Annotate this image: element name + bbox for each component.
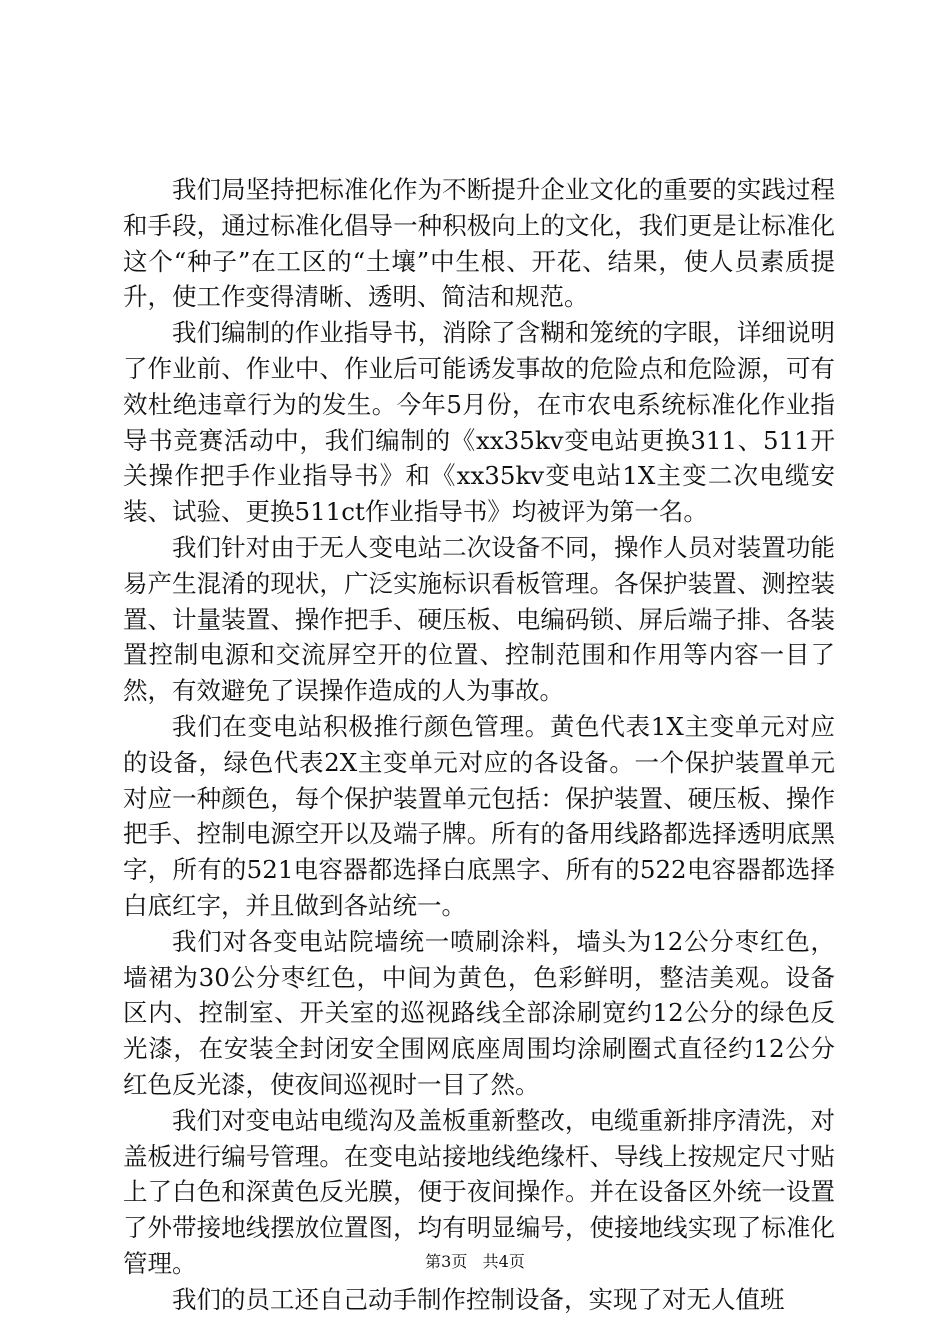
page-footer xyxy=(0,1252,950,1272)
paragraph: 我们局坚持把标准化作为不断提升企业文化的重要的实践过程和手段，通过标准化倡导一种积极向上的文化，我们更是让标准化这个“种子”在工区的“土壤”中生根、开花、结果，使人员素质提升，使工作变得清晰、透明、简洁和规范。 xyxy=(123,175,835,312)
page-number: 第3页 xyxy=(425,1252,468,1271)
paragraph: 我们对各变电站院墙统一喷刷涂料，墙头为12公分枣红色，墙裙为30公分枣红色，中间为黄色，色彩鲜明，整洁美观。设备区内、控制室、开关室的巡视路线全部涂刷宽约12公分的绿色反光漆，在安装全封闭安全围网底座周围均涂刷圈式直径约12公分红色反光漆，使夜间巡视时一目了然。 xyxy=(123,926,835,1099)
document-body xyxy=(123,172,835,1318)
paragraph: 我们针对由于无人变电站二次设备不同，操作人员对装置功能易产生混淆的现状，广泛实施标识看板管理。各保护装置、测控装置、计量装置、操作把手、硬压板、电编码锁、屏后端子排、各装置控制电源和交流屏空开的位置、控制范围和作用等内容一目了然，有效避免了误操作造成的人为事故。 xyxy=(123,532,835,706)
paragraph: 我们的员工还自己动手制作控制设备，实现了对无人值班 xyxy=(172,1284,785,1314)
paragraph: 我们对变电站电缆沟及盖板重新整改，电缆重新排序清洗，对盖板进行编号管理。在变电站接地线绝缘杆、导线上按规定尺寸贴上了白色和深黄色反光膜，便于夜间操作。并在设备区外统一设置了外带接地线摆放位置图，均有明显编号，使接地线实现了标准化管理。 xyxy=(123,1105,835,1278)
paragraph: 我们编制的作业指导书，消除了含糊和笼统的字眼，详细说明了作业前、作业中、作业后可能诱发事故的危险点和危险源，可有效杜绝违章行为的发生。今年5月份，在市农电系统标准化作业指导书竞赛活动中，我们编制的《xx35kv变电站更换311、511开关操作把手作业指导书》和《xx35kv变电站1X主变二次电缆安装、试验、更换511ct作业指导书》均被评为第一名。 xyxy=(123,318,835,527)
page-total: 共4页 xyxy=(482,1252,525,1271)
paragraph: 我们在变电站积极推行颜色管理。黄色代表1X主变单元对应的设备，绿色代表2X主变单元对应的各设备。一个保护装置单元对应一种颜色，每个保护装置单元包括：保护装置、硬压板、操作把手、控制电源空开以及端子牌。所有的备用线路都选择透明底黑字，所有的521电容器都选择白底黑字、所有的522电容器都选择白底红字，并且做到各站统一。 xyxy=(123,711,835,920)
